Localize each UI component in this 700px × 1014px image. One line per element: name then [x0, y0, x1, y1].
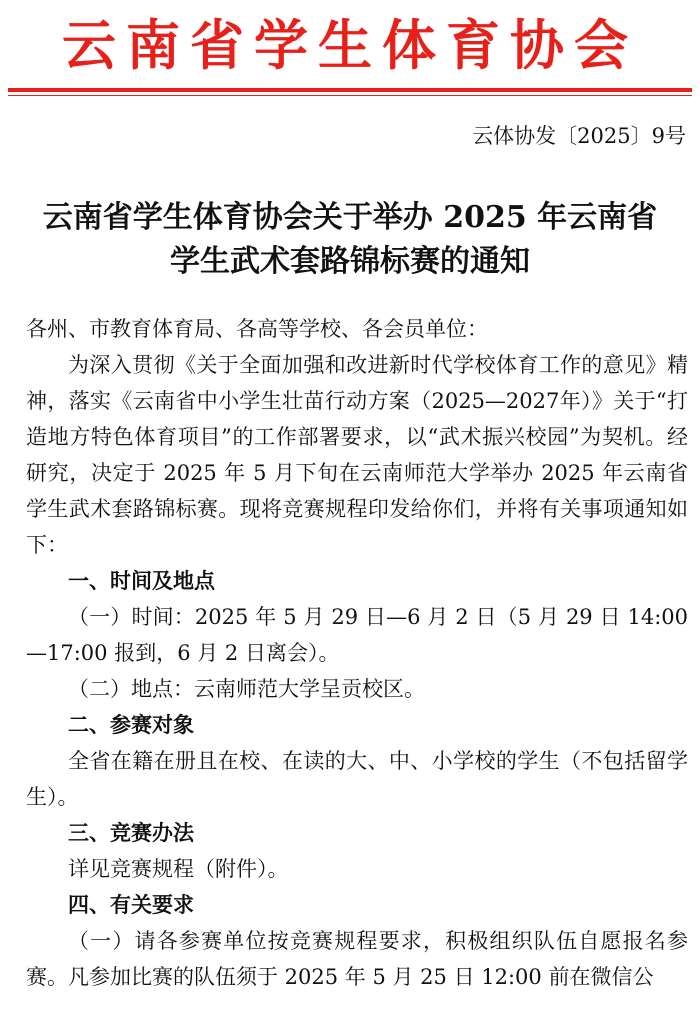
- section-participants-paragraph: 全省在籍在册且在校、在读的大、中、小学校的学生（不包括留学生）。: [26, 749, 688, 809]
- section-heading-requirements: 四、有关要求: [68, 893, 194, 917]
- letterhead-rule-thick: [8, 88, 692, 92]
- section-time-paragraph: （一）时间：2025 年 5 月 29 日—6 月 2 日（5 月 29 日 14:00—17:00 报到，6 月 2 日离会）。: [26, 605, 688, 665]
- section-heading-competition-method: 三、竞赛办法: [68, 821, 194, 845]
- letterhead-rule-thin: [8, 95, 692, 96]
- notice-title-line-1: 云南省学生体育协会关于举办 2025 年云南省: [42, 200, 658, 235]
- intro-paragraph: 为深入贯彻《关于全面加强和改进新时代学校体育工作的意见》精神，落实《云南省中小学生壮苗行动方案（2025—2027年）》关于“打造地方特色体育项目”的工作部署要求，以“武术振兴校园”为契机。经研究，决定于 2025 年 5 月下旬在云南师范大学举办 2025 年云南省学生武术套路锦标赛。现将竞赛规程印发给你们，并将有关事项通知如下：: [26, 353, 688, 557]
- section-requirements-paragraph: （一）请各参赛单位按竞赛规程要求，积极组织队伍自愿报名参赛。凡参加比赛的队伍须于 2025 年 5 月 25 日 12:00 前在微信公: [26, 929, 688, 989]
- section-place-paragraph: （二）地点：云南师范大学呈贡校区。: [68, 677, 425, 701]
- section-heading-participants: 二、参赛对象: [68, 713, 194, 737]
- document-number: 云体协发〔2025〕9号: [472, 124, 686, 148]
- salutation: 各州、市教育体育局、各高等学校、各会员单位：: [26, 317, 488, 341]
- letterhead-title: 云南省学生体育协会: [62, 14, 638, 77]
- notice-body: [26, 311, 688, 995]
- section-competition-method-paragraph: 详见竞赛规程（附件）。: [68, 857, 289, 881]
- notice-title-line-2: 学生武术套路锦标赛的通知: [170, 244, 530, 279]
- notice-title: [0, 196, 700, 284]
- section-heading-time-place: 一、时间及地点: [68, 569, 215, 593]
